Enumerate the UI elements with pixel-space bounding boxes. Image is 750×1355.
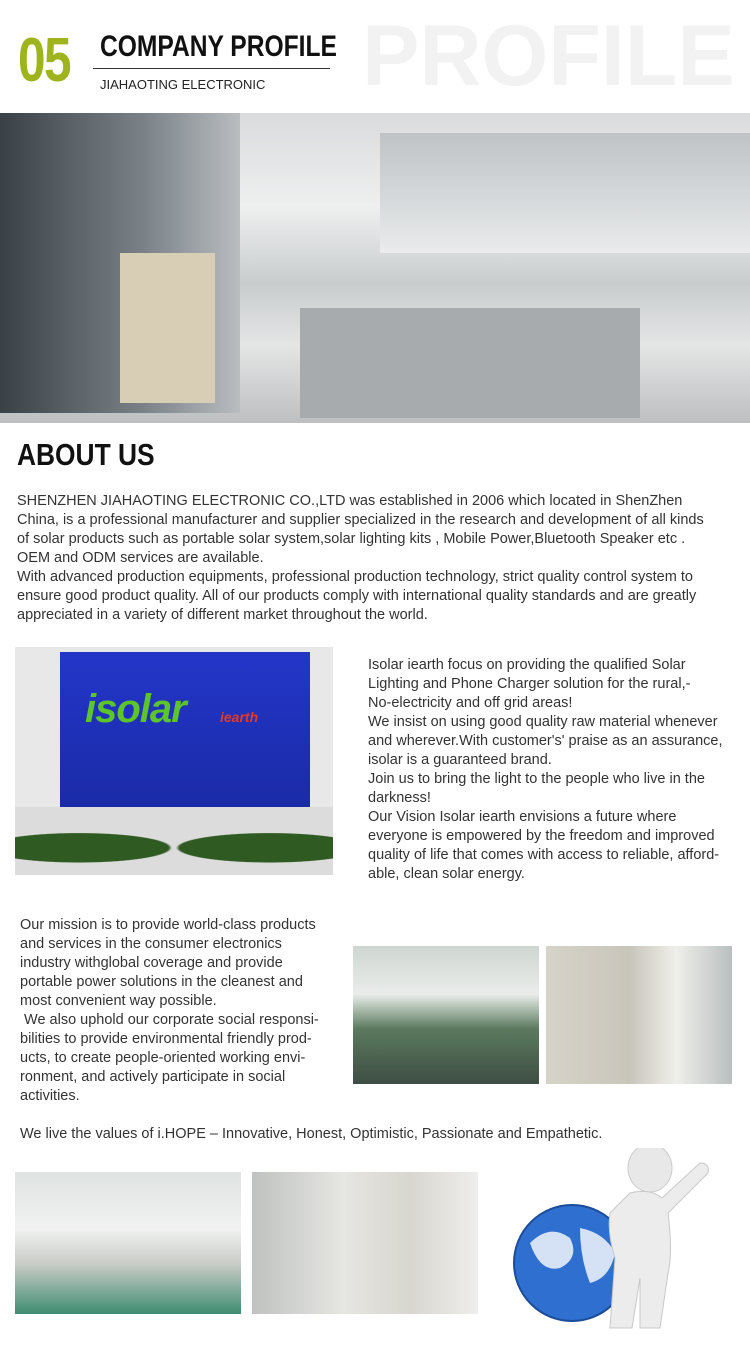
about-line: OEM and ODM services are available. [17, 550, 264, 566]
vision-line: Our Vision Isolar iearth envisions a future where [368, 809, 677, 825]
vision-line: and wherever.With customer's' praise as an assurance, [368, 733, 723, 749]
about-line: With advanced production equipments, professional production technology, strict quality control system to [17, 569, 693, 585]
logo-text: isolar [85, 687, 186, 731]
vision-paragraph [368, 656, 723, 884]
mission-line: most convenient way possible. [20, 993, 217, 1009]
vision-line: Lighting and Phone Charger solution for the rural,- [368, 676, 691, 692]
logo-wall-photo [15, 647, 333, 875]
mission-line: and services in the consumer electronics [20, 936, 282, 952]
vision-line: quality of life that comes with access to reliable, afford- [368, 847, 720, 863]
about-line: of solar products such as portable solar system,solar lighting kits , Mobile Power,Bluetooth Speaker etc . [17, 531, 686, 547]
about-line: ensure good product quality. All of our products comply with international quality standards and are greatly [17, 588, 697, 604]
mission-line: activities. [20, 1088, 80, 1104]
mission-line: We also uphold our corporate social responsi- [20, 1012, 319, 1028]
vision-line: isolar is a guaranteed brand. [368, 752, 552, 768]
mission-line: Our mission is to provide world-class products [20, 917, 316, 933]
title-divider [93, 68, 330, 69]
page-subtitle: JIAHAOTING ELECTRONIC [100, 77, 266, 92]
vision-line: everyone is empowered by the freedom and improved [368, 828, 715, 844]
values-statement: We live the values of i.HOPE – Innovative, Honest, Optimistic, Passionate and Empathetic. [20, 1126, 603, 1142]
factory-floor-photo [15, 1172, 241, 1314]
mission-line: ucts, to create people-oriented working envi- [20, 1050, 306, 1066]
vision-line: No-electricity and off grid areas! [368, 695, 573, 711]
watermark-text: PROFILE [362, 8, 735, 104]
vision-line: We insist on using good quality raw material whenever [368, 714, 718, 730]
mission-paragraph [20, 916, 319, 1106]
about-line: appreciated in a variety of different market throughout the world. [17, 607, 428, 623]
vision-line: Join us to bring the light to the people who live in the [368, 771, 705, 787]
vision-line: darkness! [368, 790, 431, 806]
assembly-line-photo [353, 946, 539, 1084]
production-machine-photo [252, 1172, 478, 1314]
about-line: China, is a professional manufacturer and supplier specialized in the research and development of all kinds [17, 512, 704, 528]
figure-head-icon [628, 1148, 672, 1192]
smt-machine-photo [546, 946, 732, 1084]
mission-line: industry withglobal coverage and provide [20, 955, 283, 971]
about-heading: ABOUT US [17, 437, 155, 472]
about-line: SHENZHEN JIAHAOTING ELECTRONIC CO.,LTD was established in 2006 which located in ShenZhen [17, 493, 683, 509]
page-title: COMPANY PROFILE [100, 30, 337, 63]
globe-figure-illustration [500, 1148, 730, 1333]
vision-line: Isolar iearth focus on providing the qualified Solar [368, 657, 686, 673]
vision-line: able, clean solar energy. [368, 866, 525, 882]
about-paragraph [17, 492, 704, 625]
office-photo [0, 113, 750, 423]
mission-line: ronment, and actively participate in social [20, 1069, 286, 1085]
mission-line: bilities to provide environmental friendly prod- [20, 1031, 312, 1047]
mission-line: portable power solutions in the cleanest and [20, 974, 303, 990]
section-number: 05 [18, 26, 70, 95]
logo-subtext: iearth [220, 709, 259, 725]
